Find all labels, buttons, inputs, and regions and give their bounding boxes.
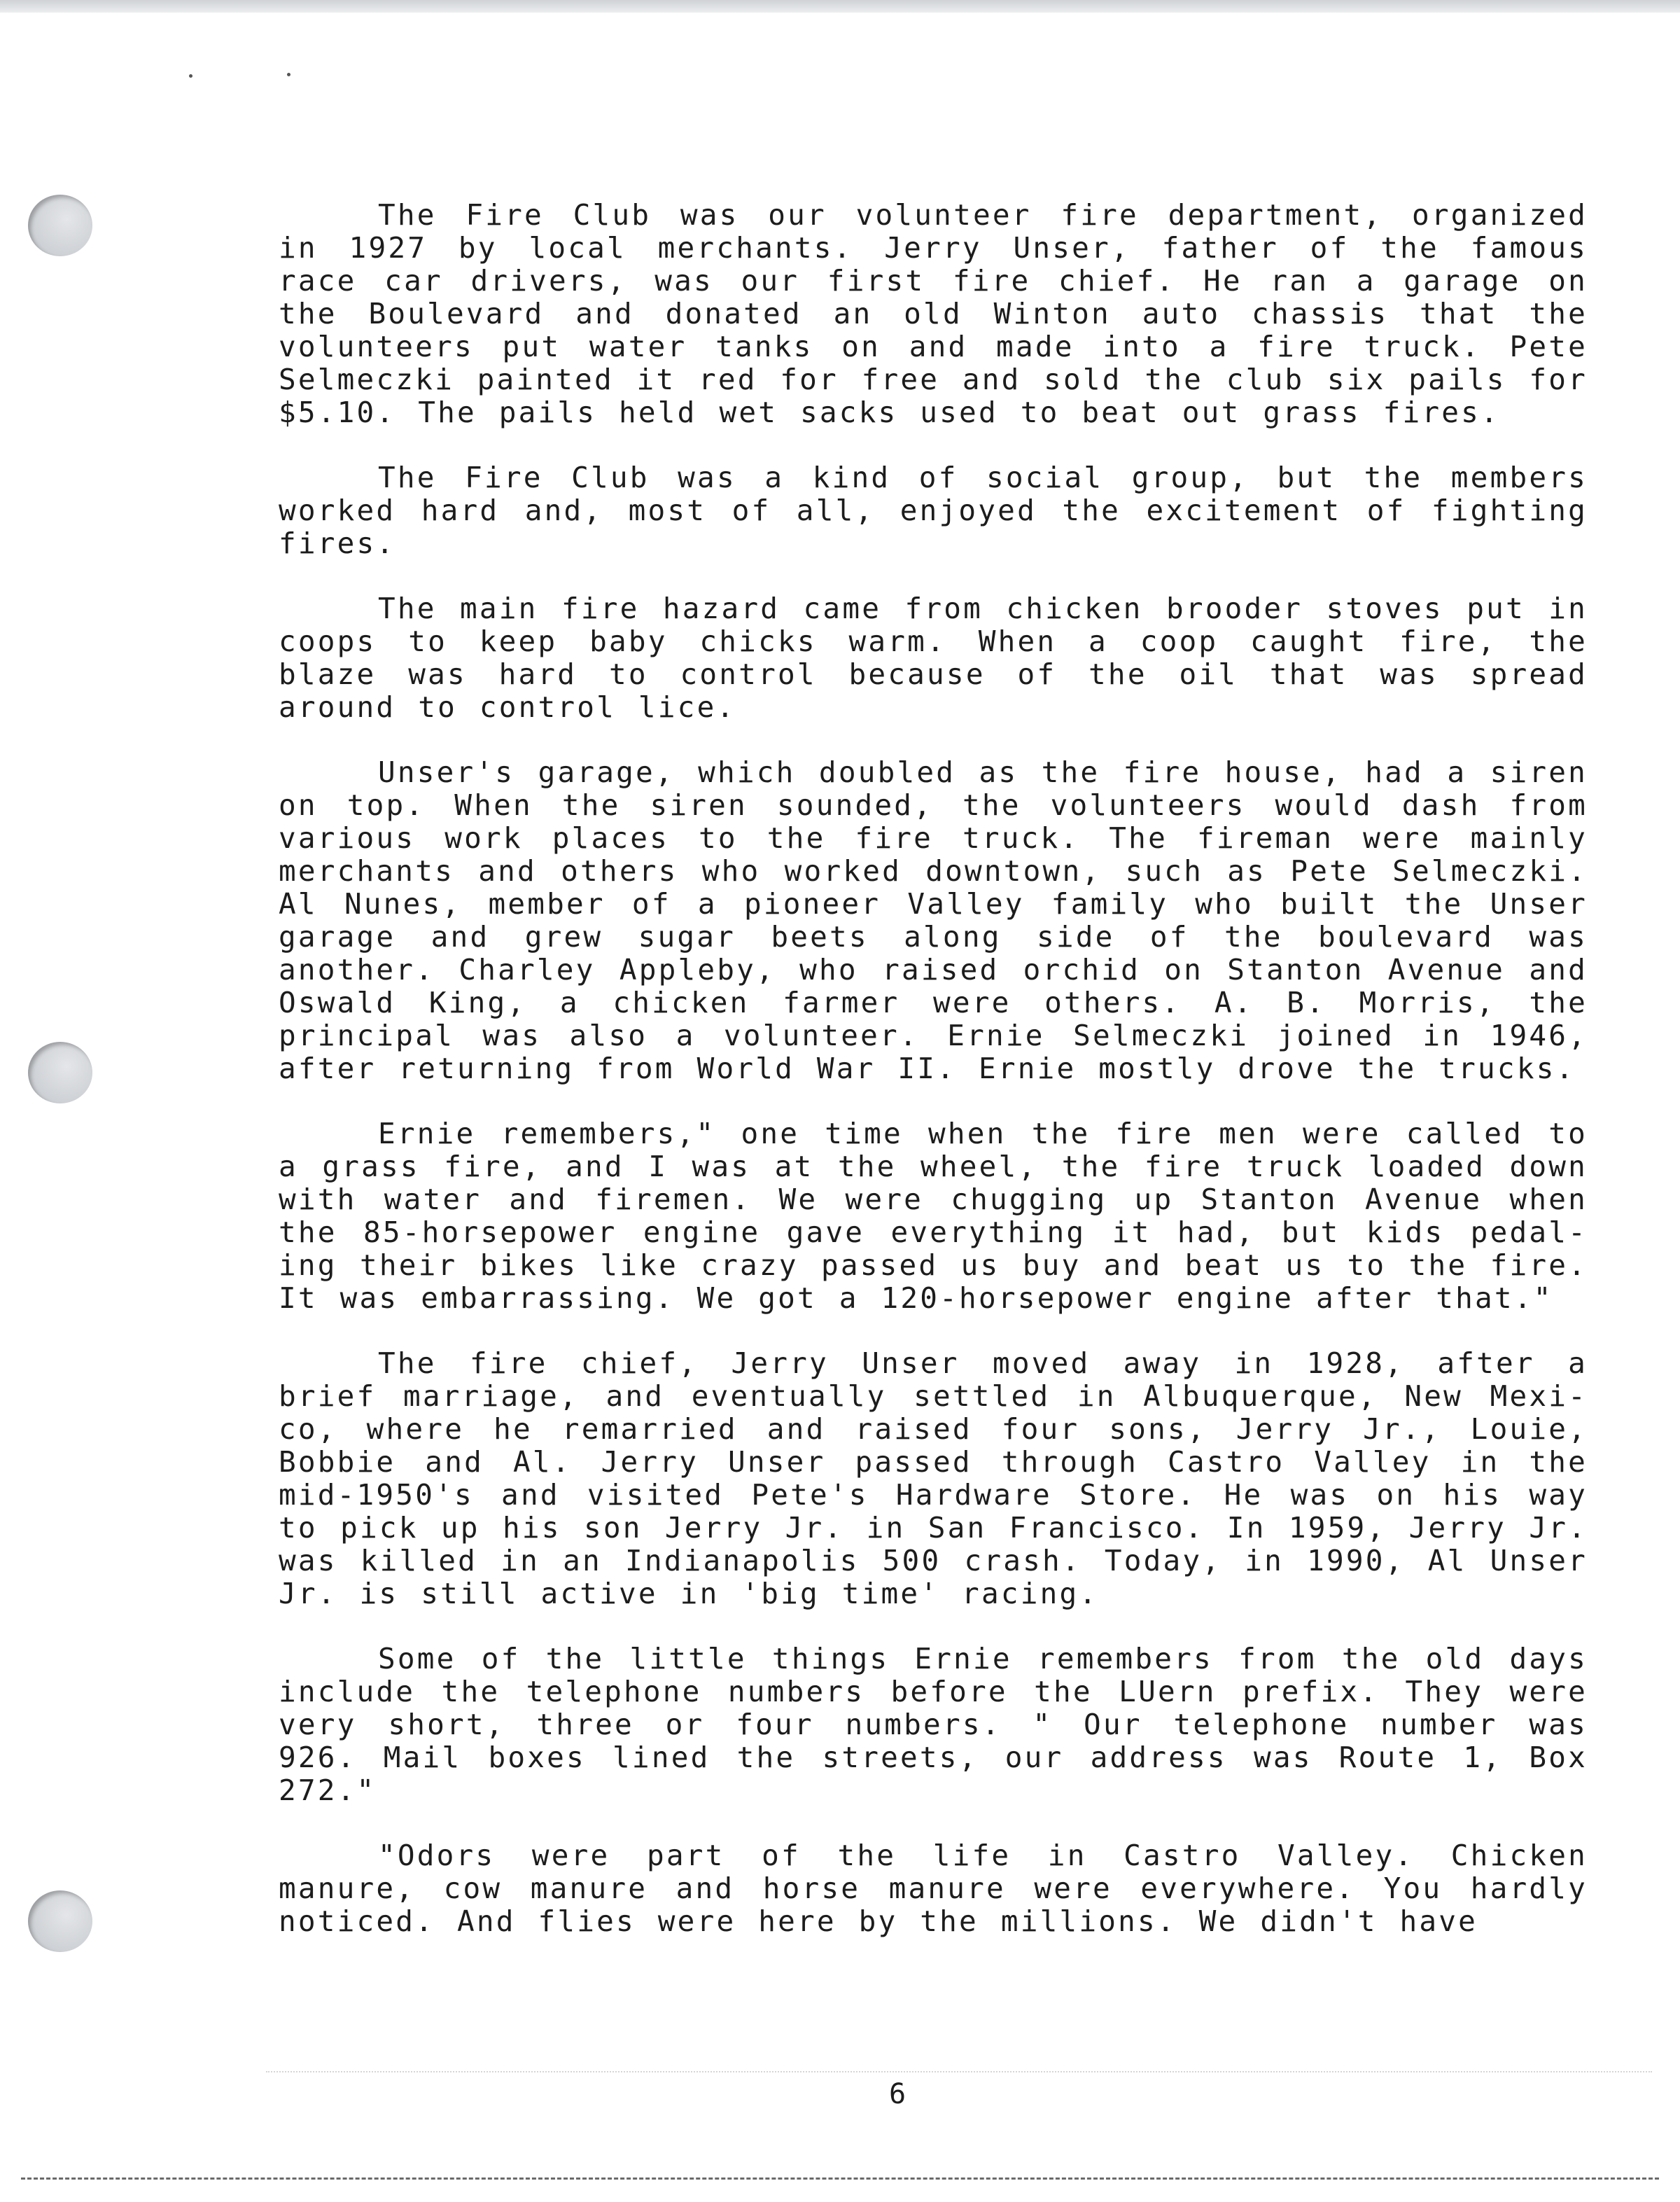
paragraph-little-things: Some of the little things Ernie remembers from the old days include the telephone numbers before the LUern prefix. They were very short, three or four numbers. " Our telephone number was 926. Mail boxes lined the streets, our address was Route 1, Box 272.": [279, 1642, 1588, 1807]
document-body: [279, 199, 1588, 1970]
binder-hole: [28, 195, 92, 256]
paragraph-fire-chief: The fire chief, Jerry Unser moved away in 1928, after a brief marriage, and eventually settled in Albuquerque, New Mexi-co, where he remarried and raised four sons, Jerry Jr., Louie, Bobbie and Al. Jerry Unser passed through Castro Valley in the mid-1950's and visited Pete's Hardware Store. He was on his way to pick up his son Jerry Jr. in San Francisco. In 1959, Jerry Jr. was killed in an Indianapolis 500 crash. Today, in 1990, Al Unser Jr. is still active in 'big time' racing.: [279, 1346, 1588, 1610]
scan-speck: [287, 73, 290, 76]
paragraph-social-group: The Fire Club was a kind of social group, but the members worked hard and, most of all, enjoyed the excitement of fighting fires.: [279, 461, 1588, 560]
paragraph-unser-garage: Unser's garage, which doubled as the fire house, had a siren on top. When the siren sounded, the volunteers would dash from various work places to the fire truck. The fireman were mainly merchants and others who worked downtown, such as Pete Selmeczki. Al Nunes, member of a pioneer Valley family who built the Unser garage and grew sugar beets along side of the boulevard was another. Charley Appleby, who raised orchid on Stanton Avenue and Oswald King, a chicken farmer were others. A. B. Morris, the principal was also a volunteer. Ernie Selmeczki joined in 1946, after returning from World War II. Ernie mostly drove the trucks.: [279, 755, 1588, 1085]
paragraph-ernie-remembers: Ernie remembers," one time when the fire men were called to a grass fire, and I was at the wheel, the fire truck loaded down with water and firemen. We were chugging up Stanton Avenue when the 85-horsepower engine gave everything it had, but kids pedal-ing their bikes like crazy passed us buy and beat us to the fire. It was embarrassing. We got a 120-horsepower engine after that.": [279, 1117, 1588, 1315]
scan-speck: [189, 74, 192, 78]
paragraph-fire-hazard: The main fire hazard came from chicken brooder stoves put in coops to keep baby chicks warm. When a coop caught fire, the blaze was hard to control because of the oil that was spread around to control lice.: [279, 592, 1588, 724]
paragraph-fire-club: The Fire Club was our volunteer fire department, organized in 1927 by local merchants. Jerry Unser, father of the famous race car drivers, was our first fire chief. He ran a garage on the Boulevard and donated an old Winton auto chassis that the volunteers put water tanks on and made into a fire truck. Pete Selmeczki painted it red for free and sold the club six pails for $5.10. The pails held wet sacks used to beat out grass fires.: [279, 198, 1588, 429]
paragraph-odors: "Odors were part of the life in Castro Valley. Chicken manure, cow manure and horse manure were everywhere. You hardly noticed. And flies were here by the millions. We didn't have: [279, 1839, 1588, 1938]
scan-bottom-edge: [21, 2177, 1659, 2180]
scan-top-edge: [0, 0, 1680, 13]
page-number: 6: [888, 2078, 906, 2110]
binder-hole: [28, 1890, 92, 1952]
scan-artifact-line: [266, 2071, 1652, 2072]
binder-hole: [28, 1042, 92, 1103]
